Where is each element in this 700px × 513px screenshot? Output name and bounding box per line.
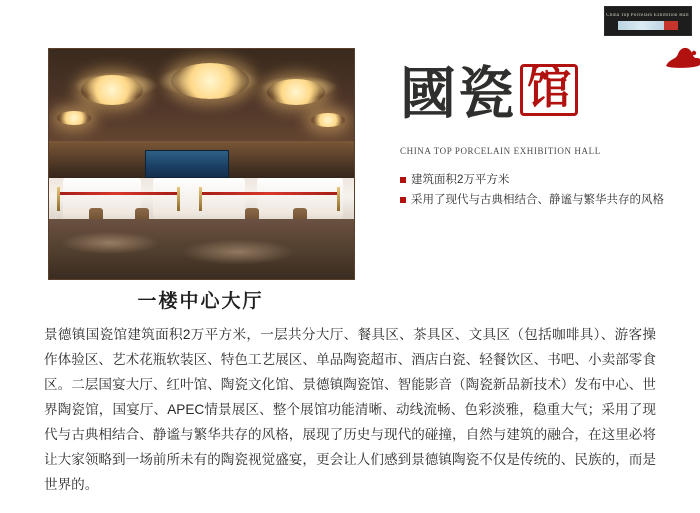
photo-carpet xyxy=(49,219,354,279)
photo-rope-post xyxy=(199,187,202,211)
bullet-square-icon xyxy=(400,197,406,203)
chandelier-icon xyxy=(57,111,91,125)
feature-bullet-label: 建筑面积2万平方米 xyxy=(411,174,510,186)
feature-bullet-list xyxy=(400,170,700,210)
feature-bullet-item xyxy=(400,190,700,210)
photo-caption: 一楼中心大厅 xyxy=(137,291,264,312)
feature-bullet-label: 采用了现代与古典相结合、静谧与繁华共存的风格 xyxy=(411,194,664,206)
watermark-badge xyxy=(604,6,692,36)
logo-main-characters: 國瓷 xyxy=(400,64,516,126)
chandelier-icon xyxy=(267,79,325,105)
chandelier-icon xyxy=(311,113,345,127)
bullet-square-icon xyxy=(400,177,406,183)
flame-ornament-icon xyxy=(664,44,700,70)
photo-stage-screen xyxy=(145,150,229,178)
feature-bullet-item xyxy=(400,170,700,190)
photo-rope-post xyxy=(57,187,60,211)
chandelier-icon xyxy=(81,75,143,105)
hero-section xyxy=(48,48,664,278)
chandelier-icon xyxy=(171,63,249,99)
brand-column xyxy=(400,64,700,210)
photo-rope-barrier xyxy=(57,192,177,195)
photo-rope-barrier xyxy=(199,192,339,195)
logo-english-text: CHINA TOP PORCELAIN EXHIBITION HALL xyxy=(400,146,601,156)
photo-rope-post xyxy=(337,187,340,211)
hall-photo xyxy=(48,48,355,280)
body-paragraph: 景德镇国瓷馆建筑面积2万平方米，一层共分大厅、餐具区、茶具区、文具区（包括咖啡具）、游客操作体验区、艺术花瓶软装区、特色工艺展区、单品陶瓷超市、酒店白瓷、轻餐饮区、书吧、小卖部零食区。二层国宴大厅、红叶馆、陶瓷文化馆、景德镇陶瓷馆、智能影音（陶瓷新品新技术）发布中心、世界陶瓷馆，国宴厅、APEC情景展区、整个展馆功能清晰、动线流畅、色彩淡雅，稳重大气；采用了现代与古典相结合、静谧与繁华共存的风格，展现了历史与现代的碰撞，自然与建筑的融合，在这里必将让大家领略到一场前所未有的陶瓷视觉盛宴，更会让人们感到景德镇陶瓷不仅是传统的、民族的，而是世界的。 xyxy=(44,327,656,492)
logo-box-character: 馆 xyxy=(520,64,578,116)
brand-logo xyxy=(400,64,700,142)
watermark-logo-icon xyxy=(618,21,678,30)
watermark-text: China Top Porcelain Exhibition Hall xyxy=(606,12,690,18)
photo-rope-post xyxy=(177,187,180,211)
